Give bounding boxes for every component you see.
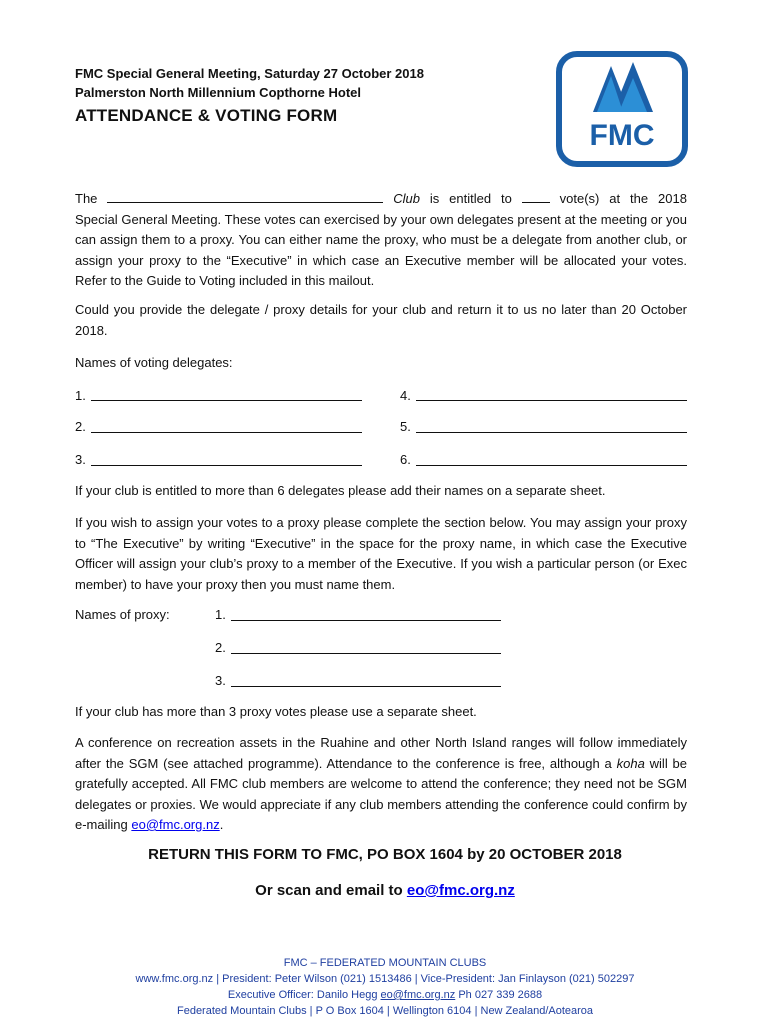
delegate-number-5: 5. bbox=[400, 419, 411, 434]
conference-text-1: A conference on recreation assets in the Ruahine and other North Island ranges will follow immediately after the SGM (see attached programme). Attendance to the conference is free, although a bbox=[75, 735, 687, 771]
intro-paragraph bbox=[75, 189, 687, 292]
club-name-field[interactable] bbox=[107, 189, 383, 203]
delegate-number-1: 1. bbox=[75, 388, 86, 403]
footer bbox=[0, 955, 770, 1019]
logo-text: FMC bbox=[589, 119, 655, 152]
footer-executive bbox=[0, 987, 770, 1003]
delegate-field-5[interactable] bbox=[416, 432, 687, 433]
proxy-number-1: 1. bbox=[215, 607, 226, 622]
footer-org-name: FMC – FEDERATED MOUNTAIN CLUBS bbox=[283, 957, 487, 969]
conference-koha: koha bbox=[616, 755, 645, 771]
return-deadline-paragraph: Could you provide the delegate / proxy details for your club and return it to us no later than 20 October 2018. bbox=[75, 302, 687, 338]
proxy-field-1[interactable] bbox=[231, 620, 501, 621]
intro-club: Club bbox=[393, 191, 420, 206]
meeting-venue: Palmerston North Millennium Copthorne Hotel bbox=[75, 85, 362, 100]
extra-proxy-note: If your club has more than 3 proxy votes please use a separate sheet. bbox=[75, 704, 477, 719]
footer-exec-officer: Executive Officer: Danilo Hegg bbox=[227, 989, 381, 1001]
footer-address: Federated Mountain Clubs | P O Box 1604 | Wellington 6104 | New Zealand/Aotearoa bbox=[176, 1005, 594, 1017]
meeting-title: FMC Special General Meeting, Saturday 27 October 2018 bbox=[75, 66, 424, 81]
extra-delegates-note: If your club is entitled to more than 6 delegates please add their names on a separate sheet. bbox=[75, 483, 606, 498]
delegate-field-3[interactable] bbox=[91, 465, 362, 466]
conference-email-link[interactable]: eo@fmc.org.nz bbox=[131, 817, 220, 832]
delegate-number-4: 4. bbox=[400, 388, 411, 403]
conference-paragraph bbox=[75, 733, 687, 836]
fmc-logo bbox=[555, 50, 689, 168]
scan-email-text: Or scan and email to bbox=[255, 882, 407, 899]
delegate-number-2: 2. bbox=[75, 419, 86, 434]
delegate-number-3: 3. bbox=[75, 452, 86, 467]
footer-contacts: www.fmc.org.nz | President: Peter Wilson (021) 1513486 | Vice-President: Jan Finlayson (021) 502297 bbox=[135, 973, 635, 985]
intro-entitled: is entitled to bbox=[429, 191, 512, 206]
footer-phone: Ph 027 339 2688 bbox=[455, 989, 543, 1001]
form-title: ATTENDANCE & VOTING FORM bbox=[75, 106, 338, 125]
proxy-number-2: 2. bbox=[215, 640, 226, 655]
proxy-instructions-paragraph: If you wish to assign your votes to a proxy please complete the section below. You may assign your proxy to “The Executive” by writing “Executive” in the space for the proxy name, in which case the Executive Officer will assign your club’s proxy to a member of the Executive. If you wish a particular person (or Exec member) to have your proxy then you must name them. bbox=[75, 515, 687, 592]
conference-end: . bbox=[219, 817, 224, 832]
conference-text-2: will be gratefully accepted. All FMC club members are welcome to attend the conference; they need not be SGM delegates or proxies. We would appreciate if any club members attending the conference could confirm by e-mailing bbox=[75, 755, 687, 832]
delegate-field-6[interactable] bbox=[416, 465, 687, 466]
proxy-field-2[interactable] bbox=[231, 653, 501, 654]
delegates-label: Names of voting delegates: bbox=[75, 355, 233, 370]
intro-the: The bbox=[75, 191, 98, 206]
delegate-field-2[interactable] bbox=[91, 432, 362, 433]
votes-count-field[interactable] bbox=[522, 189, 550, 203]
scan-email-link[interactable]: eo@fmc.org.nz bbox=[406, 882, 515, 899]
intro-rest: Special General Meeting. These votes can exercised by your own delegates present at the meeting or you can assign them to a proxy. You can either name the proxy, who must be a delegate from another club, or assign your proxy to the “Executive” in which case an Executive member will be allocated your votes. Refer to the Guide to Voting included in this mailout. bbox=[75, 211, 687, 288]
delegate-field-4[interactable] bbox=[416, 400, 687, 401]
proxy-field-3[interactable] bbox=[231, 686, 501, 687]
scan-email-heading bbox=[0, 882, 770, 899]
delegate-field-1[interactable] bbox=[91, 400, 362, 401]
return-form-heading: RETURN THIS FORM TO FMC, PO BOX 1604 by 20 OCTOBER 2018 bbox=[148, 846, 622, 863]
proxy-number-3: 3. bbox=[215, 673, 226, 688]
delegate-number-6: 6. bbox=[400, 452, 411, 467]
proxy-label: Names of proxy: bbox=[75, 607, 170, 622]
footer-email-link[interactable]: eo@fmc.org.nz bbox=[380, 989, 456, 1001]
intro-votes: vote(s) at the 2018 bbox=[559, 191, 687, 206]
